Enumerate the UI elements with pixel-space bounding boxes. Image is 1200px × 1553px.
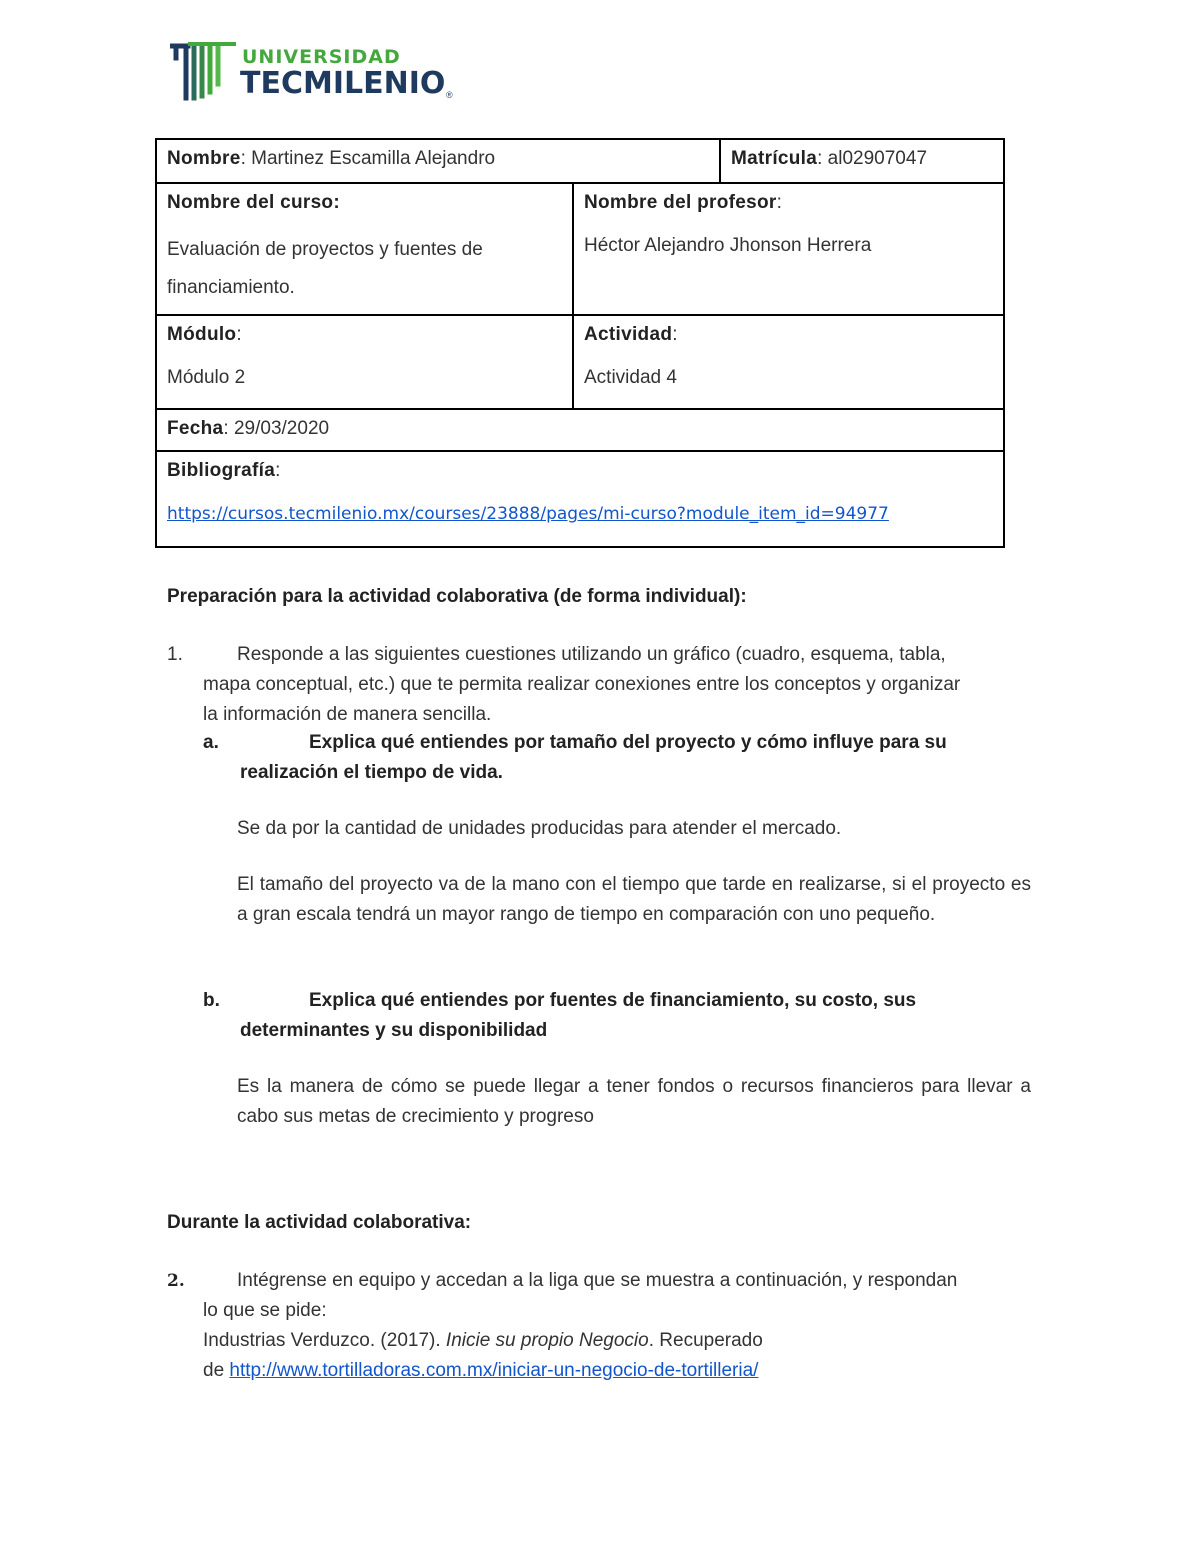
tortilladoras-link[interactable]: http://www.tortilladoras.com.mx/iniciar-un-negocio-de-tortilleria/ xyxy=(229,1360,759,1381)
during-heading: Durante la actividad colaborativa: xyxy=(167,1212,472,1233)
curso-label: Nombre del curso: xyxy=(167,192,340,213)
modulo-cell xyxy=(156,315,573,409)
reference-rest: . Recuperado xyxy=(648,1330,763,1351)
bibliografia-label: Bibliografía xyxy=(167,460,276,481)
table-row xyxy=(156,451,1004,547)
profesor-cell xyxy=(573,183,1004,315)
item-2-number: 2. xyxy=(167,1271,185,1291)
tecmilenio-emblem-icon xyxy=(170,40,236,102)
item-b-question-line-1: Explica qué entiendes por fuentes de financiamiento, su costo, sus xyxy=(309,990,917,1011)
logo-tecmilenio-text: TECMILENIO xyxy=(240,66,446,101)
matricula-value: : al02907047 xyxy=(817,148,928,169)
bibliografia-colon: : xyxy=(275,460,281,481)
reference-author: Industrias Verduzco. (2017). xyxy=(203,1330,446,1351)
matricula-cell xyxy=(720,139,1004,183)
actividad-label: Actividad xyxy=(584,324,673,345)
matricula-label: Matrícula xyxy=(731,148,818,169)
item-1-line-1: Responde a las siguientes cuestiones utilizando un gráfico (cuadro, esquema, tabla, xyxy=(237,644,946,665)
item-1-line-3: la información de manera sencilla. xyxy=(203,704,492,725)
nombre-label: Nombre xyxy=(167,148,241,169)
reference-link-line xyxy=(203,1356,758,1386)
logo-universidad-text: UNIVERSIDAD xyxy=(242,46,401,68)
item-b-question-line-2: determinantes y su disponibilidad xyxy=(240,1020,548,1041)
nombre-cell xyxy=(156,139,720,183)
bibliografia-cell xyxy=(156,451,1004,547)
item-a-question-line-1: Explica qué entiendes por tamaño del proyecto y cómo influye para su xyxy=(309,732,947,753)
prep-heading: Preparación para la actividad colaborativa (de forma individual): xyxy=(167,586,747,607)
fecha-cell xyxy=(156,409,1004,451)
reference-title: Inicie su propio Negocio xyxy=(445,1330,649,1351)
university-logo xyxy=(170,40,470,104)
actividad-value: Actividad 4 xyxy=(584,367,677,389)
modulo-label: Módulo xyxy=(167,324,237,345)
profesor-label: Nombre del profesor xyxy=(584,192,777,213)
modulo-value: Módulo 2 xyxy=(167,367,246,389)
item-2-line-1: Intégrense en equipo y accedan a la liga que se muestra a continuación, y respondan xyxy=(237,1270,958,1291)
reference-de: de xyxy=(203,1360,230,1381)
registered-mark: ® xyxy=(446,90,453,100)
profesor-value: Héctor Alejandro Jhonson Herrera xyxy=(584,235,872,257)
table-row xyxy=(156,315,1004,409)
table-row xyxy=(156,183,1004,315)
item-a-answer-1: Se da por la cantidad de unidades producidas para atender el mercado. xyxy=(237,818,842,839)
table-row xyxy=(156,409,1004,451)
table-row xyxy=(156,139,1004,183)
item-1-number: 1. xyxy=(167,644,183,665)
actividad-colon: : xyxy=(672,324,678,345)
item-1-line-2: mapa conceptual, etc.) que te permita realizar conexiones entre los conceptos y organizar xyxy=(203,674,961,695)
modulo-colon: : xyxy=(236,324,242,345)
curso-value: Evaluación de proyectos y fuentes de financiamiento. xyxy=(167,239,483,299)
item-b-label: b. xyxy=(203,990,220,1011)
fecha-label: Fecha xyxy=(167,418,224,439)
item-a-question-line-2: realización el tiempo de vida. xyxy=(240,762,503,783)
curso-cell xyxy=(156,183,573,315)
reference-citation xyxy=(203,1326,763,1356)
actividad-cell xyxy=(573,315,1004,409)
student-info-table xyxy=(155,138,1005,548)
bibliografia-link[interactable]: https://cursos.tecmilenio.mx/courses/23888/pages/mi-curso?module_item_id=94977 xyxy=(167,504,889,525)
profesor-colon: : xyxy=(776,192,782,213)
fecha-value: : 29/03/2020 xyxy=(223,418,330,439)
item-a-label: a. xyxy=(203,732,219,753)
item-2-line-2: lo que se pide: xyxy=(203,1300,327,1321)
item-b-answer: Es la manera de cómo se puede llegar a tener fondos o recursos financieros para llevar a cabo sus metas de crecimiento y progreso xyxy=(237,1076,1031,1127)
item-a-answer-2: El tamaño del proyecto va de la mano con el tiempo que tarde en realizarse, si el proyecto es a gran escala tendrá un mayor rango de tiempo en comparación con uno pequeño. xyxy=(237,874,1031,925)
nombre-value: : Martinez Escamilla Alejandro xyxy=(240,148,496,169)
